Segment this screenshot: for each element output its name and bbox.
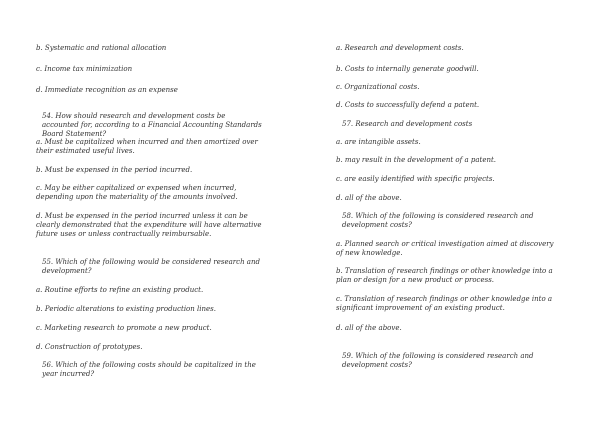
option-b-systematic-allocation: b. Systematic and rational allocation	[36, 44, 167, 52]
q56-option-d: d. Costs to successfully defend a patent.	[336, 101, 480, 109]
q54-option-d: d. Must be expensed in the period incurred unless it can be clearly demonstrated that the expenditure will have alternative future uses or unless contractually reimbursable.	[36, 212, 262, 238]
option-c-income-tax: c. Income tax minimization	[36, 65, 133, 73]
question-57: 57. Research and development costs	[342, 120, 473, 128]
q58-option-c: c. Translation of research findings or other knowledge into a significant improvement of an existing product.	[336, 295, 553, 312]
question-59: 59. Which of the following is considered research and development costs?	[342, 352, 534, 369]
q56-option-c: c. Organizational costs.	[336, 83, 420, 91]
q58-option-a: a. Planned search or critical investigation aimed at discovery of new knowledge.	[336, 240, 554, 257]
q54-option-c: c. May be either capitalized or expensed when incurred, depending upon the materiality of the amounts involved.	[36, 184, 238, 201]
q56-option-a: a. Research and development costs.	[336, 44, 464, 52]
q54-option-a: a. Must be capitalized when incurred and then amortized over their estimated useful lives.	[36, 138, 258, 155]
q58-option-b: b. Translation of research findings or other knowledge into a plan or design for a new product or process.	[336, 267, 553, 284]
question-56: 56. Which of the following costs should be capitalized in the year incurred?	[42, 361, 256, 378]
question-55: 55. Which of the following would be considered research and development?	[42, 258, 260, 275]
option-d-immediate-recognition: d. Immediate recognition as an expense	[36, 86, 178, 94]
q57-option-c: c. are easily identified with specific projects.	[336, 175, 495, 183]
q56-option-b: b. Costs to internally generate goodwill.	[336, 65, 479, 73]
q57-option-a: a. are intangible assets.	[336, 138, 421, 146]
q55-option-c: c. Marketing research to promote a new product.	[36, 324, 212, 332]
question-58: 58. Which of the following is considered research and development costs?	[342, 212, 534, 229]
q55-option-a: a. Routine efforts to refine an existing product.	[36, 286, 204, 294]
question-54: 54. How should research and development costs be accounted for, according to a Financial Accounting Standards Board Statement?	[42, 112, 262, 138]
q57-option-b: b. may result in the development of a patent.	[336, 156, 497, 164]
q55-option-b: b. Periodic alterations to existing production lines.	[36, 305, 216, 313]
q55-option-d: d. Construction of prototypes.	[36, 343, 143, 351]
q54-option-b: b. Must be expensed in the period incurred.	[36, 166, 193, 174]
q58-option-d: d. all of the above.	[336, 324, 402, 332]
q57-option-d: d. all of the above.	[336, 194, 402, 202]
